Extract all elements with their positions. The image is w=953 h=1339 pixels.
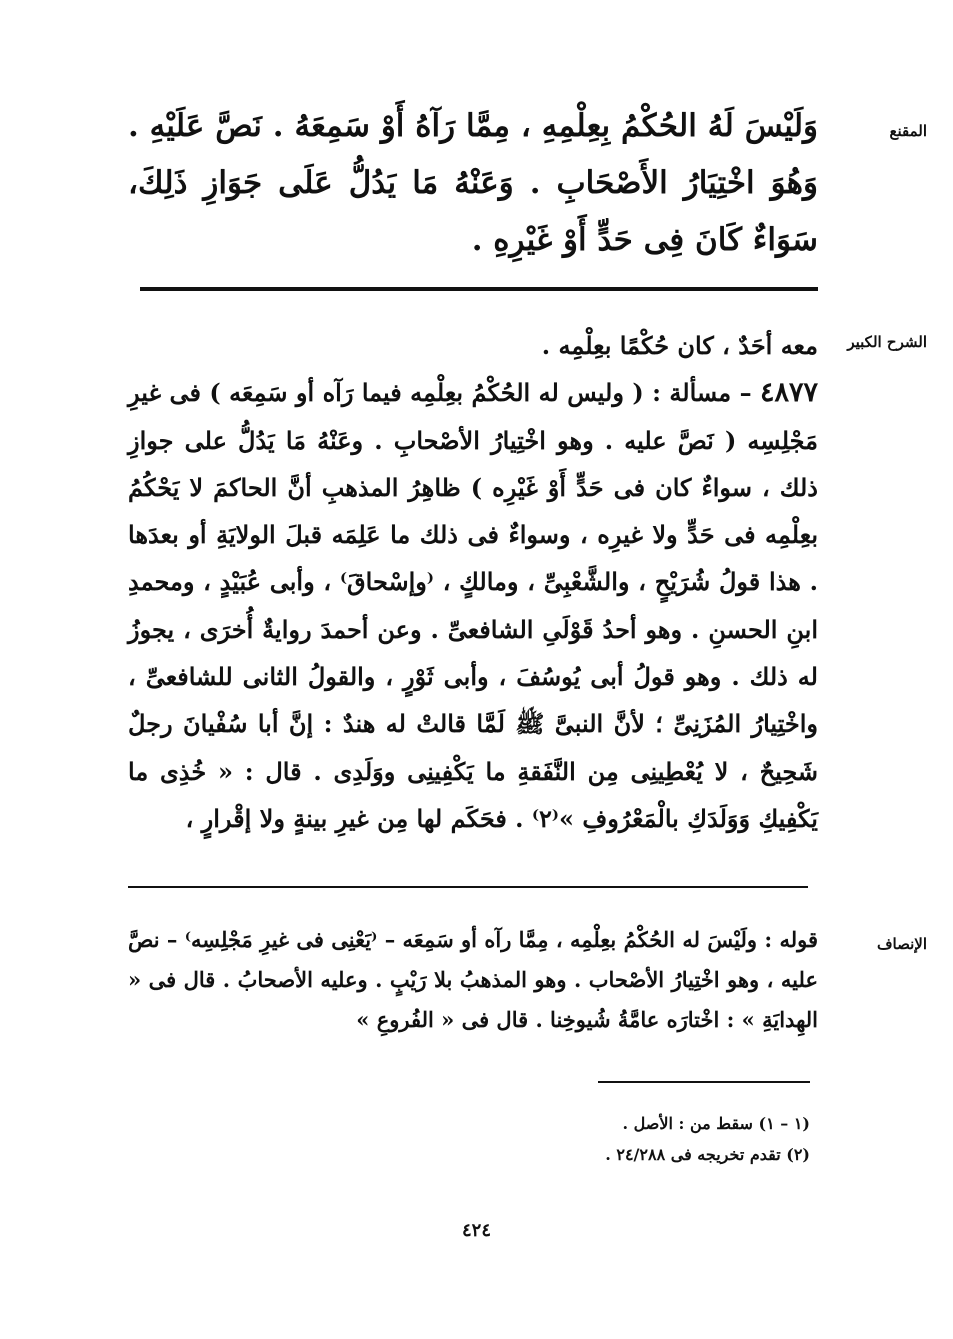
section-label-sharh: الشرح الكبير <box>847 333 927 351</box>
footnote-divider <box>598 1081 810 1083</box>
sharh-intro: معه أحَدٌ ، كان حُكْمًا بعِلْمِه . <box>541 331 818 360</box>
page-number: ٤٢٤ <box>461 1220 491 1241</box>
section-label-insaf: الإنصاف <box>876 935 927 953</box>
footnotes <box>400 1108 810 1170</box>
masala-number: ٤٨٧٧ <box>759 377 818 409</box>
insaf-text: قوله : ولَيْسَ له الحُكْمُ بعِلْمِه ، مِمَّا رآه أو سَمِعَه – ⁽يَعْنِى فى غيرِ مَجْلِسِه⁾ – نصَّ عليه ، وهو اخْتِيارُ الأصْحاب . وهو المذهبُ بلا رَيْبٍ . وعليه الأصحابُ . قال فى « الهِدايَةِ » : اخْتارَه عامَّةُ شُيوخِنا . قال فى « الفُروعِ » <box>128 927 818 1032</box>
section-divider-thin <box>128 886 808 888</box>
footnote-1: (١ – ١) سقط من : الأصل . <box>622 1114 810 1133</box>
sharh-masala <box>128 369 818 842</box>
masala-body: – مسألة : ( وليس له الحُكْمُ بعِلْمِه فيما رَآه أو سَمِعَه ) فى غيرِ مَجْلِسِه ( نَصَّ عليه . وهو اخْتِيارُ الأصْحابِ . وعَنْهُ مَا يَدُلُّ على جوازِ ذلك ، سواءٌ كان فى حَدٍّ أَوْ غَيْرِه ) ظاهِرُ المذهبِ أنَّ الحاكمَ لا يَحْكُمُ بعِلْمِه فى حَدٍّ ولا غيرِه ، وسواءٌ فى ذلك ما عَلِمَه قبلَ الولايَةِ أو بعدَها . هذا قولُ شُرَيْحٍ ، والشَّعْبِىِّ ، ومالكٍ ، ⁽وإسْحاقَ⁾ ، وأبى عُبَيْدٍ ، ومحمدِ ابنِ الحسنِ . وهو أحدُ قَوْلَىِ الشافعىِّ . وعن أحمدَ روايةٌ أُخرَى ، يجوزُ له ذلك . وهو قولُ أبى يُوسُفَ ، وأبى ثَوْرٍ ، والقولُ الثانى للشافعىِّ ، واخْتِيارُ المُزَنِىِّ ؛ لأنَّ النبىَّ ﷺ لَمَّا قالتْ له هندٌ : إنَّ أبا سُفْيانَ رجلٌ شَحِيحٌ ، لا يُعْطِينِى مِن النَّفَقةِ ما يَكْفِينِى ووَلَدِى . قال : « خُذِى ما يَكْفِيكِ وَوَلَدَكِ بالْمَعْرُوفِ »⁽٢⁾ . فحَكَم لها مِن غيرِ بينةٍ ولا إقْرارٍ ، <box>128 378 819 833</box>
section-divider-thick <box>140 287 818 291</box>
footnote-2: (٢) تقدم تخريجه فى ٢٤/٢٨٨ . <box>605 1145 810 1164</box>
section-label-muqni: المقنع <box>889 122 927 140</box>
muqni-text: وَلَيْسَ لَهُ الحُكْمُ بِعِلْمِهِ ، مِمَّا رَآهُ أَوْ سَمِعَهُ . نَصَّ عَلَيْهِ . وَهُوَ اخْتِيَارُ الأَصْحَابِ . وَعَنْهُ مَا يَدُلُّ عَلَى جَوَازِ ذَلِكَ، سَوَاءٌ كَانَ فِى حَدٍّ أَوْ غَيْرِهِ . <box>128 108 818 258</box>
sharh-text <box>128 322 818 842</box>
